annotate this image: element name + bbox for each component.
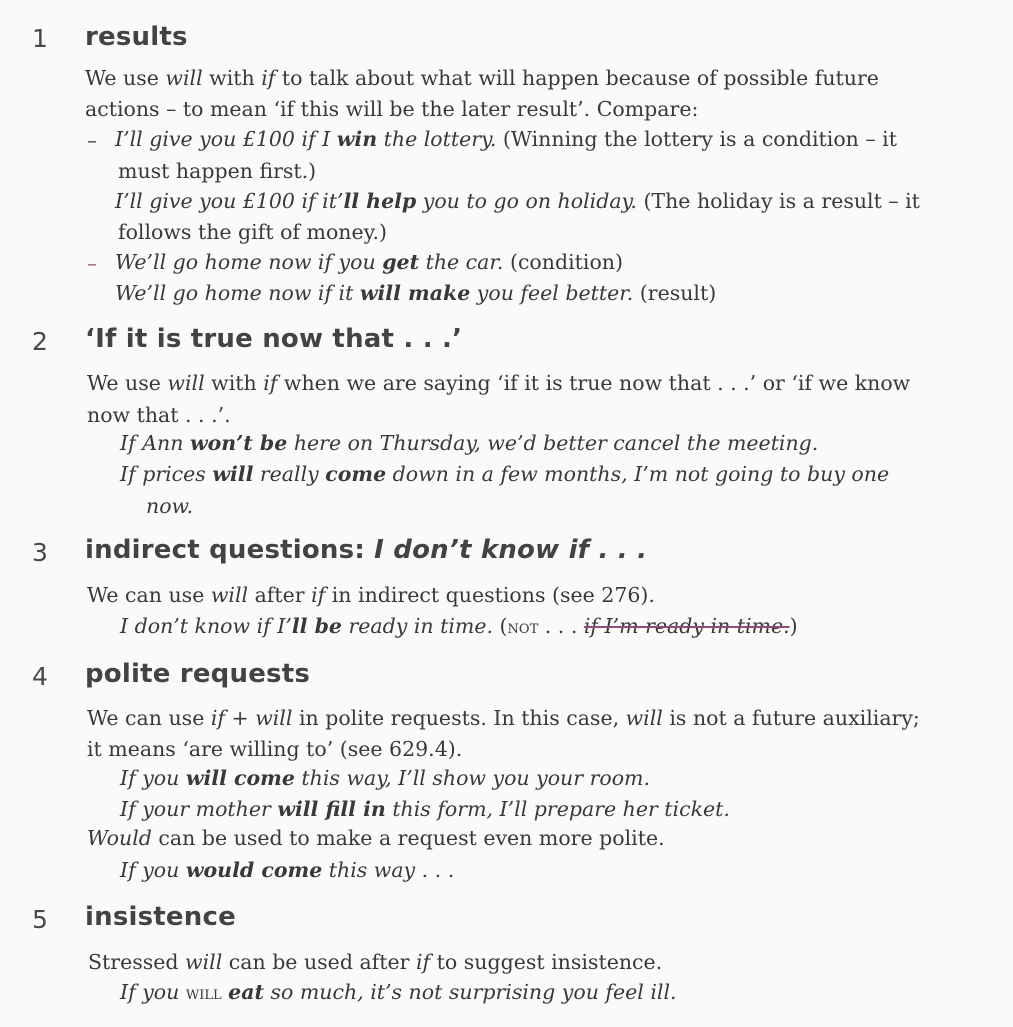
struck-example: if I’m ready in time. bbox=[583, 614, 790, 638]
dash-marker: – bbox=[87, 251, 97, 275]
section-number: 2 bbox=[32, 327, 48, 356]
section-number: 1 bbox=[32, 24, 48, 53]
body-line: We can use if + will in polite requests. In this case, will is not a future auxiliary; bbox=[87, 706, 920, 730]
section-heading: indirect questions: I don’t know if . . . bbox=[85, 535, 648, 565]
body-line: actions – to mean ‘if this will be the later result’. Compare: bbox=[85, 97, 699, 121]
section-heading: insistence bbox=[85, 902, 236, 932]
example-line: I’ll give you £100 if I win the lottery. (Winning the lottery is a condition – it bbox=[115, 127, 897, 151]
section-number: 5 bbox=[32, 905, 48, 934]
section-number: 3 bbox=[32, 538, 48, 567]
example-line: We’ll go home now if it will make you feel better. (result) bbox=[115, 281, 717, 305]
body-line: We use will with if when we are saying ‘if it is true now that . . .’ or ‘if we know bbox=[87, 371, 911, 395]
body-line: We can use will after if in indirect questions (see 276). bbox=[87, 583, 655, 607]
section-heading: polite requests bbox=[85, 659, 311, 689]
example-line: I don’t know if I’ll be ready in time. (not . . . if I’m ready in time.) bbox=[120, 614, 798, 638]
section-heading: results bbox=[85, 22, 188, 52]
example-line: If you will come this way, I’ll show you your room. bbox=[120, 766, 651, 790]
body-line: Stressed will can be used after if to suggest insistence. bbox=[88, 950, 663, 974]
example-line: We’ll go home now if you get the car. (condition) bbox=[115, 250, 623, 274]
example-line: must happen first.) bbox=[118, 159, 317, 183]
example-line: If prices will really come down in a few months, I’m not going to buy one bbox=[120, 462, 890, 486]
example-line: If you would come this way . . . bbox=[120, 858, 455, 882]
body-line: now that . . .’. bbox=[87, 403, 231, 427]
example-line: now. bbox=[146, 494, 194, 518]
dash-marker: – bbox=[87, 128, 97, 152]
example-line: If your mother will fill in this form, I’ll prepare her ticket. bbox=[120, 797, 730, 821]
body-line: Would can be used to make a request even more polite. bbox=[87, 826, 665, 850]
body-line: it means ‘are willing to’ (see 629.4). bbox=[87, 737, 463, 761]
example-line: follows the gift of money.) bbox=[118, 220, 388, 244]
example-line: If you will eat so much, it’s not surprising you feel ill. bbox=[120, 980, 677, 1004]
example-line: If Ann won’t be here on Thursday, we’d better cancel the meeting. bbox=[120, 431, 819, 455]
body-line: We use will with if to talk about what will happen because of possible future bbox=[85, 66, 879, 90]
example-line: I’ll give you £100 if it’ll help you to go on holiday. (The holiday is a result – it bbox=[115, 189, 920, 213]
section-number: 4 bbox=[32, 662, 48, 691]
section-heading: ‘If it is true now that . . .’ bbox=[85, 324, 463, 354]
